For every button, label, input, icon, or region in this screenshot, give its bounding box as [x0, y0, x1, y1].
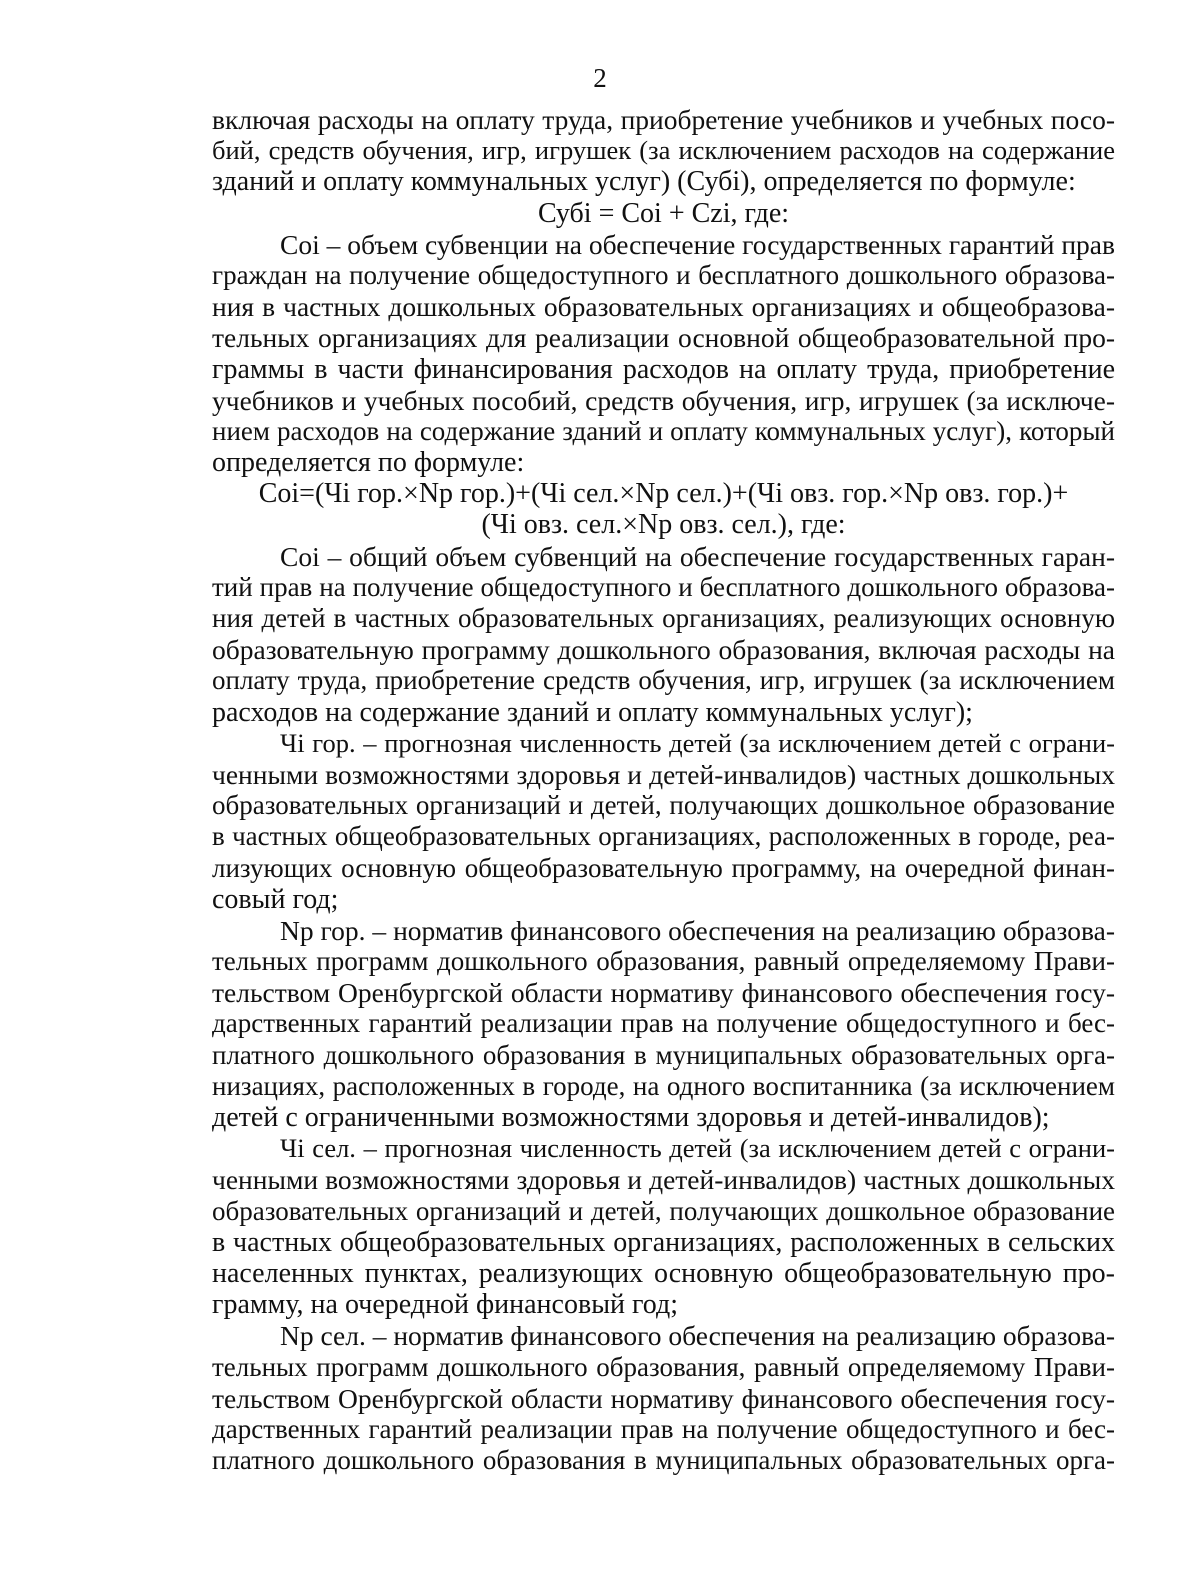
text-line: тельством Оренбургской области нормативу финансового обеспечения госу- — [212, 977, 1115, 1009]
text-line: Субi = Coi + Czi, где: — [537, 197, 790, 229]
text-line: оплату труда, приобретение средств обучения, игр, игрушек (за исключением — [212, 665, 1115, 696]
text-line: грамму, на очередной финансовый год; — [212, 1289, 678, 1321]
text-line: учебников и учебных пособий, средств обучения, игр, игрушек (за исключе- — [212, 384, 1115, 416]
text-line: тельных программ дошкольного образования, равный определяемому Прави- — [212, 1351, 1115, 1382]
text-line: тельных организациях для реализации основной общеобразовательной про- — [212, 322, 1115, 354]
text-line: Чi сел. – прогнозная численность детей (за исключением детей с ограни- — [280, 1133, 1115, 1164]
text-line: Np гор. – норматив финансового обеспечения на реализацию образова- — [280, 914, 1115, 946]
text-line: образовательных организаций и детей, получающих дошкольное образование — [212, 1195, 1115, 1226]
text-line: ния детей в частных образовательных организациях, реализующих основную — [212, 603, 1115, 633]
text-line: Coi=(Чi гор.×Np гор.)+(Чi сел.×Np сел.)+(Чi овз. гор.×Np овз. гор.)+ — [258, 478, 1069, 510]
text-line: ченными возможностями здоровья и детей-инвалидов) частных дошкольных — [212, 758, 1115, 790]
text-line: дарственных гарантий реализации прав на получение общедоступного и бес- — [212, 1413, 1115, 1444]
text-line: нием расходов на содержание зданий и оплату коммунальных услуг), который — [212, 415, 1115, 446]
text-line: определяется по формуле: — [212, 447, 525, 479]
text-line: Coi – общий объем субвенций на обеспечение государственных гаран- — [280, 540, 1115, 572]
text-line: бий, средств обучения, игр, игрушек (за исключением расходов на содержание — [212, 135, 1115, 166]
text-line: (Чi овз. сел.×Np овз. сел.), где: — [481, 509, 846, 541]
text-line: Coi – объем субвенции на обеспечение государственных гарантий прав — [280, 228, 1115, 260]
text-line: ченными возможностями здоровья и детей-инвалидов) частных дошкольных — [212, 1164, 1115, 1196]
text-line: низациях, расположенных в городе, на одного воспитанника (за исключением — [212, 1070, 1115, 1101]
text-line: образовательных организаций и детей, получающих дошкольное образование — [212, 790, 1115, 821]
text-line: граждан на получение общедоступного и бесплатного дошкольного образова- — [212, 259, 1115, 290]
text-line: зданий и оплату коммунальных услуг) (Субi), определяется по формуле: — [212, 166, 1076, 198]
text-line: тельством Оренбургской области нормативу финансового обеспечения госу- — [212, 1382, 1115, 1414]
text-line: совый год; — [212, 883, 339, 915]
text-line: платного дошкольного образования в муниципальных образовательных орга- — [212, 1039, 1115, 1070]
text-line: в частных общеобразовательных организациях, расположенных в городе, реа- — [212, 821, 1115, 852]
text-line: Np сел. – норматив финансового обеспечения на реализацию образова- — [280, 1320, 1115, 1352]
text-line: дарственных гарантий реализации прав на получение общедоступного и бес- — [212, 1008, 1115, 1039]
text-line: тий прав на получение общедоступного и бесплатного дошкольного образова- — [212, 571, 1115, 602]
document-body — [212, 104, 1115, 1476]
text-line: образовательную программу дошкольного образования, включая расходы на — [212, 634, 1115, 666]
text-line: Чi гор. – прогнозная численность детей (за исключением детей с ограни- — [280, 727, 1115, 758]
text-line: включая расходы на оплату труда, приобретение учебников и учебных посо- — [212, 104, 1115, 135]
text-line: граммы в части финансирования расходов на оплату труда, приобретение — [212, 353, 1115, 385]
text-line: лизующих основную общеобразовательную программу, на очередной финан- — [212, 852, 1115, 883]
text-line: ния в частных дошкольных образовательных организациях и общеобразова- — [212, 291, 1115, 323]
text-line: платного дошкольного образования в муниципальных образовательных орга- — [212, 1445, 1115, 1476]
text-line: детей с ограниченными возможностями здоровья и детей-инвалидов); — [212, 1102, 1050, 1133]
text-line: в частных общеобразовательных организациях, расположенных в сельских — [212, 1226, 1115, 1258]
text-line: населенных пунктах, реализующих основную общеобразовательную про- — [212, 1257, 1115, 1289]
text-line: расходов на содержание зданий и оплату коммунальных услуг); — [212, 696, 973, 728]
page-number: 2 — [593, 63, 607, 93]
text-line: тельных программ дошкольного образования, равный определяемому Прави- — [212, 946, 1115, 977]
